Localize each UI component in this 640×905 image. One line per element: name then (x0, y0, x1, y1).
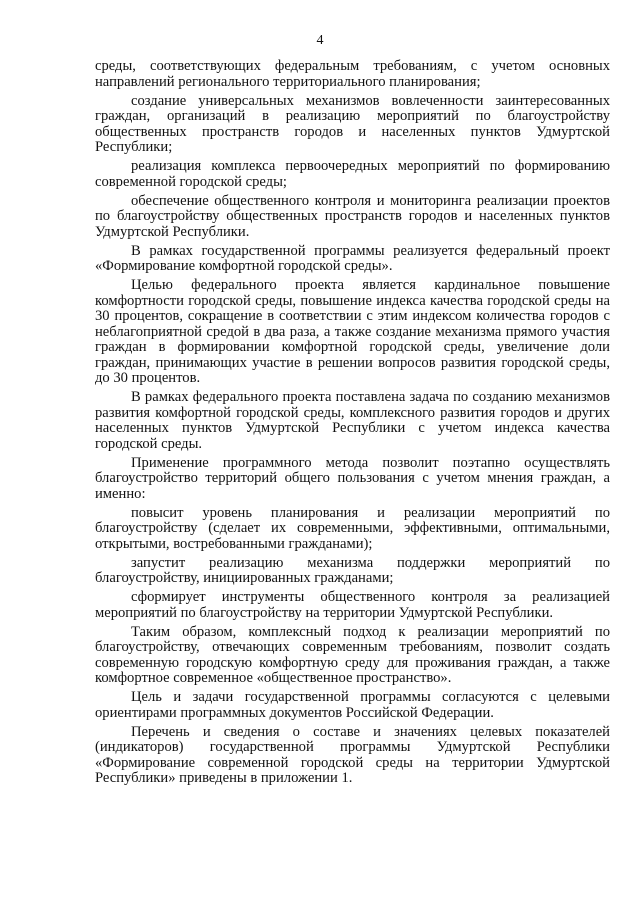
paragraph-1: среды, соответствующих федеральным требованиям, с учетом основных направлений регионального территориального планирования; (95, 58, 610, 90)
paragraph-14: Перечень и сведения о составе и значениях целевых показателей (индикаторов) государственной программы Удмуртской Республики «Формирование современной городской среды на территории Удмуртской Республики» приведены в приложении 1. (95, 723, 610, 786)
paragraph-9: повысит уровень планирования и реализации мероприятий по благоустройству (сделает их современными, эффективными, оптимальными, открытыми, востребованными гражданами); (95, 504, 610, 552)
paragraph-10: запустит реализацию механизма поддержки мероприятий по благоустройству, инициированных гражданами; (95, 554, 610, 586)
paragraph-8: Применение программного метода позволит поэтапно осуществлять благоустройство территорий общего пользования с учетом мнения граждан, а именно: (95, 454, 610, 502)
paragraph-11: сформирует инструменты общественного контроля за реализацией мероприятий по благоустройству на территории Удмуртской Республики. (95, 589, 610, 621)
paragraph-3: реализация комплекса первоочередных мероприятий по формированию современной городской среды; (95, 158, 610, 190)
page-number: 4 (316, 33, 324, 48)
paragraph-12: Таким образом, комплексный подход к реализации мероприятий по благоустройству, отвечающих современным требованиям, позволит создать современную городскую комфортную среду для проживания граждан, а также комфортное современное «общественное пространство». (95, 623, 610, 686)
paragraph-5: В рамках государственной программы реализуется федеральный проект «Формирование комфортной городской среды». (95, 242, 610, 274)
document-body (95, 59, 610, 790)
paragraph-4: обеспечение общественного контроля и мониторинга реализации проектов по благоустройству общественных пространств городов и населенных пунктов Удмуртской Республики. (95, 192, 610, 240)
paragraph-13: Цель и задачи государственной программы согласуются с целевыми ориентирами программных документов Российской Федерации. (95, 689, 610, 721)
paragraph-6: Целью федерального проекта является кардинальное повышение комфортности городской среды, повышение индекса качества городской среды на 30 процентов, сокращение в соответствии с этим индексом количества городов с неблагоприятной средой в два раза, а также создание механизма прямого участия граждан в формировании комфортной городской среды, увеличение доли граждан, принимающих участие в решении вопросов развития городской среды, до 30 процентов. (95, 277, 610, 386)
paragraph-7: В рамках федерального проекта поставлена задача по созданию механизмов развития комфортной городской среды, комплексного развития городов и других населенных пунктов Удмуртской Республики с учетом индекса качества городской среды. (95, 389, 610, 452)
paragraph-2: создание универсальных механизмов вовлеченности заинтересованных граждан, организаций в реализацию мероприятий по благоустройству общественных пространств городов и населенных пунктов Удмуртской Республики; (95, 92, 610, 155)
